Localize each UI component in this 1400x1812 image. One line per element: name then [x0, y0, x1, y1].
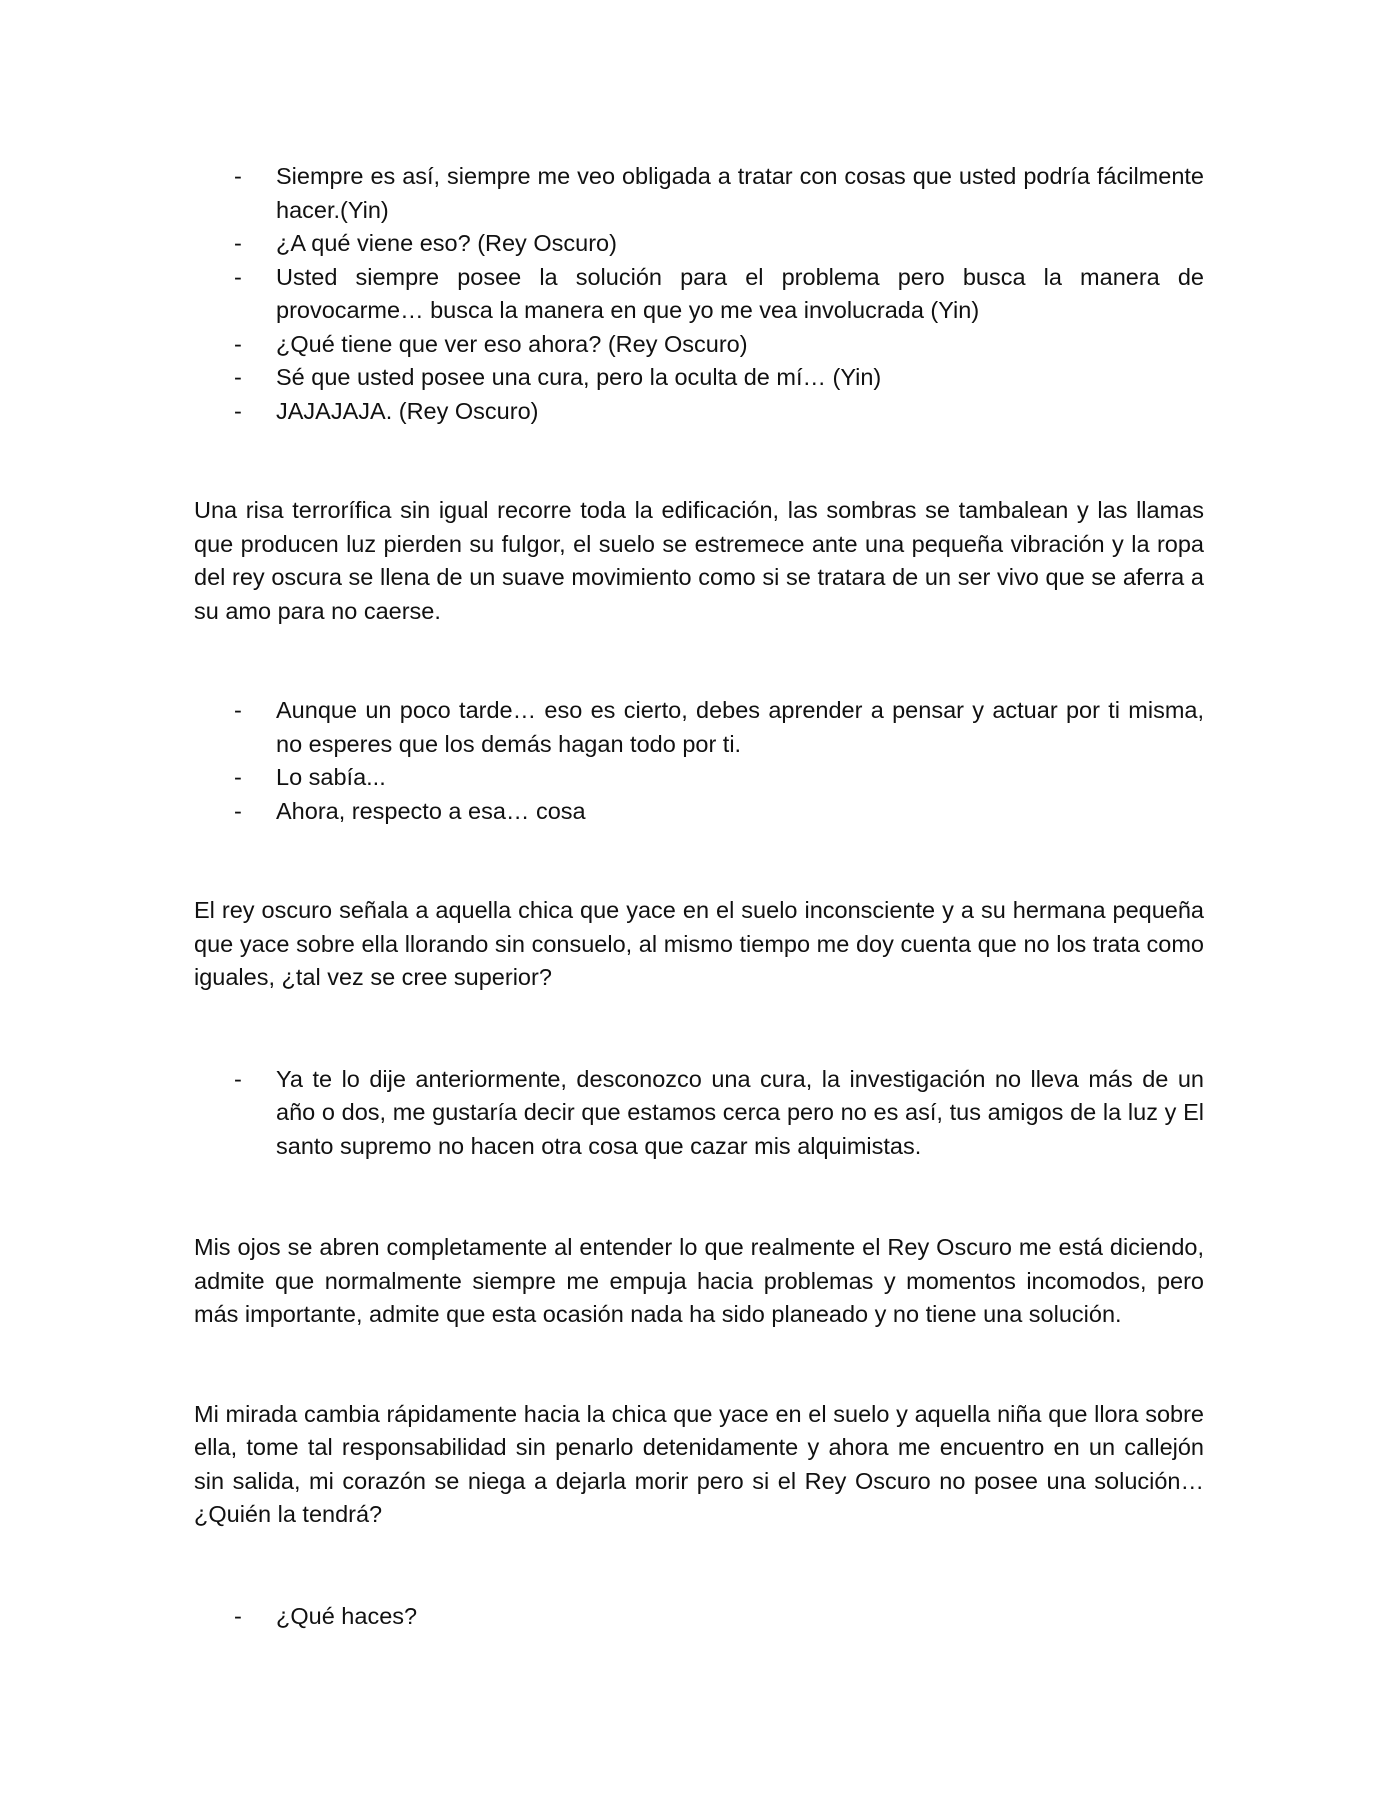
dash-marker: - [234, 1065, 242, 1092]
dialogue-line [194, 160, 1204, 227]
dialogue-text: Aunque un poco tarde… eso es cierto, debes aprender a pensar y actuar por ti misma, no esperes que los demás hagan todo por ti. [276, 697, 1204, 757]
dash-marker: - [234, 764, 242, 790]
dialogue-line [194, 1600, 1204, 1634]
document-page [194, 160, 1204, 1633]
dash-marker: - [234, 1602, 242, 1629]
dialogue-list-1 [194, 160, 1204, 428]
narrative-paragraph: Una risa terrorífica sin igual recorre toda la edificación, las sombras se tambalean y las llamas que producen luz pierden su fulgor, el suelo se estremece ante una pequeña vibración y la ropa del rey oscura se llena de un suave movimiento como si se tratara de un ser vivo que se aferra a su amo para no caerse. [194, 497, 1204, 624]
dialogue-line [194, 395, 1204, 429]
dialogue-text: Siempre es así, siempre me veo obligada a tratar con cosas que usted podría fácilmente hacer.(Yin) [276, 163, 1204, 223]
dialogue-line [194, 1063, 1204, 1164]
dialogue-list-3 [194, 1063, 1204, 1164]
dash-marker: - [234, 397, 242, 424]
dash-marker: - [234, 330, 242, 357]
dialogue-text: Ya te lo dije anteriormente, desconozco una cura, la investigación no lleva más de un año o dos, me gustaría decir que estamos cerca pero no es así, tus amigos de la luz y El santo supremo no hacen otra cosa que cazar mis alquimistas. [276, 1065, 1204, 1159]
dialogue-text: ¿Qué tiene que ver eso ahora? (Rey Oscuro) [276, 330, 748, 357]
dialogue-text: JAJAJAJA. (Rey Oscuro) [276, 397, 539, 424]
dialogue-text: Sé que usted posee una cura, pero la oculta de mí… (Yin) [276, 364, 882, 390]
dash-marker: - [234, 263, 242, 290]
dash-marker: - [234, 697, 242, 723]
dialogue-list-4 [194, 1600, 1204, 1634]
dialogue-line [194, 694, 1204, 761]
dialogue-text: Usted siempre posee la solución para el problema pero busca la manera de provocarme… busca la manera en que yo me vea involucrada (Yin) [276, 263, 1204, 323]
dialogue-line [194, 761, 1204, 795]
dialogue-line [194, 361, 1204, 395]
dash-marker: - [234, 364, 242, 390]
dialogue-line [194, 328, 1204, 362]
dialogue-text: ¿A qué viene eso? (Rey Oscuro) [276, 230, 617, 256]
dash-marker: - [234, 163, 242, 189]
narrative-paragraph: Mis ojos se abren completamente al entender lo que realmente el Rey Oscuro me está diciendo, admite que normalmente siempre me empuja hacia problemas y momentos incomodos, pero más importante, admite que esta ocasión nada ha sido planeado y no tiene una solución. [194, 1234, 1204, 1327]
dash-marker: - [234, 230, 242, 256]
dialogue-text: Ahora, respecto a esa… cosa [276, 797, 586, 824]
dialogue-line [194, 227, 1204, 261]
dialogue-line [194, 795, 1204, 829]
dialogue-list-2 [194, 694, 1204, 828]
dialogue-text: Lo sabía... [276, 764, 386, 790]
dialogue-line [194, 261, 1204, 328]
dash-marker: - [234, 797, 242, 824]
narrative-paragraph: El rey oscuro señala a aquella chica que yace en el suelo inconsciente y a su hermana pequeña que yace sobre ella llorando sin consuelo, al mismo tiempo me doy cuenta que no los trata como iguales, ¿tal vez se cree superior? [194, 897, 1204, 990]
narrative-paragraph: Mi mirada cambia rápidamente hacia la chica que yace en el suelo y aquella niña que llora sobre ella, tome tal responsabilidad sin penarlo detenidamente y ahora me encuentro en un callejón sin salida, mi corazón se niega a dejarla morir pero si el Rey Oscuro no posee una solución… ¿Quién la tendrá? [194, 1400, 1204, 1527]
dialogue-text: ¿Qué haces? [276, 1602, 418, 1629]
